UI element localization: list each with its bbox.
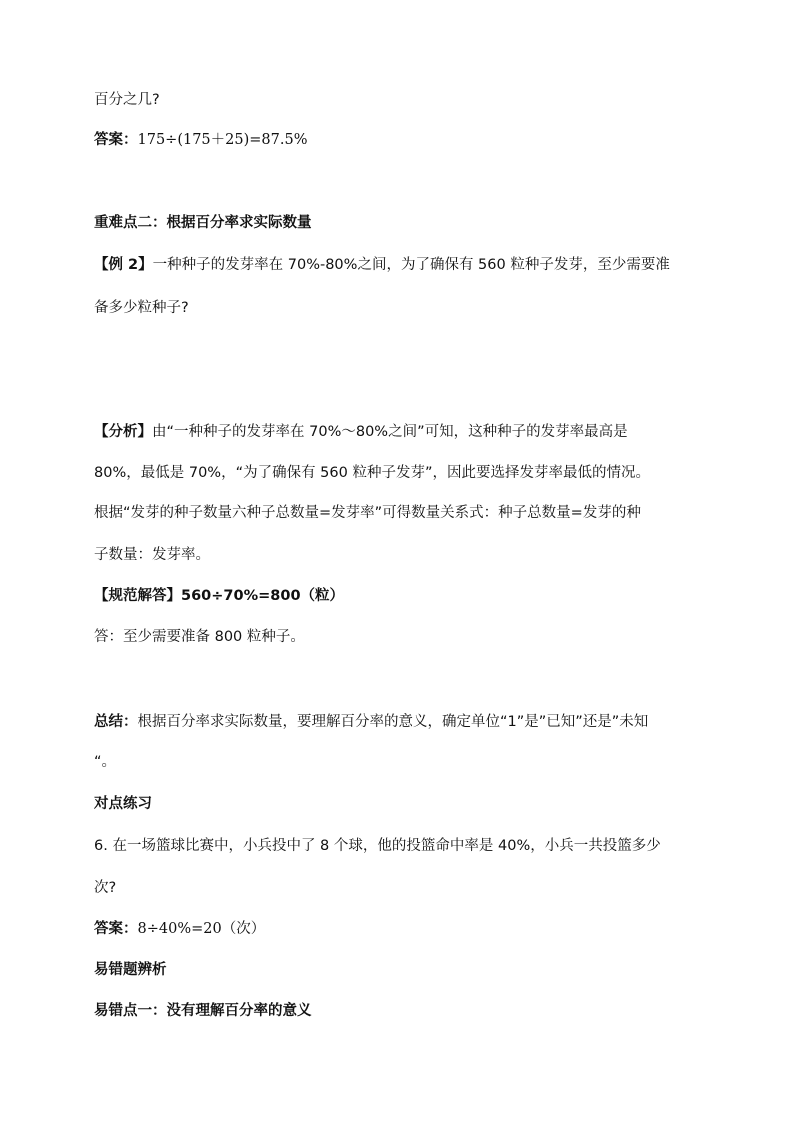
solution-formula: 560÷70%=800（粒） — [181, 588, 345, 604]
section-title: 重难点二：根据百分率求实际数量 — [94, 215, 312, 231]
answer-line — [94, 130, 704, 150]
analysis-text-1: 由“一种种子的发芽率在 70%～80%之间”可知，这种种子的发芽率最高是 — [152, 424, 628, 440]
summary-label: 总结： — [94, 714, 138, 730]
error-section-title: 易错题辨析 — [94, 962, 167, 978]
analysis-line-2: 80%，最低是 70%，“为了确保有 560 粒种子发芽”，因此要选择发芽率最低的情况。 — [94, 465, 650, 481]
analysis-tag: 【分析】 — [94, 424, 152, 440]
example-tag: 【例 2】 — [94, 257, 153, 273]
example-line-2: 备多少粒种子? — [94, 300, 189, 316]
analysis-line-1 — [94, 422, 704, 442]
example-text-1: 一种种子的发芽率在 70%-80%之间，为了确保有 560 粒种子发芽，至少需要准 — [152, 257, 670, 273]
summary-line-2: “。 — [94, 754, 117, 770]
summary-text-1: 根据百分率求实际数量，要理解百分率的意义，确定单位“1”是”已知”还是”未知 — [137, 714, 649, 730]
solution-answer: 答：至少需要准备 800 粒种子。 — [94, 629, 305, 645]
analysis-line-3: 根据“发芽的种子数量六种子总数量=发芽率”可得数量关系式：种子总数量=发芽的种 — [94, 505, 641, 521]
question-6-line-1: 6. 在一场篮球比赛中，小兵投中了 8 个球，他的投篮命中率是 40%，小兵一共投篮多少 — [94, 838, 661, 854]
analysis-line-4: 子数量：发芽率。 — [94, 547, 210, 563]
answer-formula: 175÷(175＋25)=87.5% — [137, 132, 308, 148]
question-6-line-2: 次? — [94, 880, 117, 896]
error-point-title: 易错点一：没有理解百分率的意义 — [94, 1003, 312, 1019]
practice-title: 对点练习 — [94, 796, 152, 812]
solution-tag: 【规范解答】 — [94, 588, 181, 604]
answer-6-formula: 8÷40%=20（次） — [137, 921, 266, 937]
summary-line-1 — [94, 712, 704, 732]
answer-label: 答案： — [94, 132, 138, 148]
solution-line — [94, 586, 704, 606]
answer-6-line — [94, 919, 704, 939]
answer-6-label: 答案： — [94, 921, 138, 937]
question-tail: 百分之几? — [94, 92, 160, 108]
example-line-1 — [94, 255, 704, 275]
